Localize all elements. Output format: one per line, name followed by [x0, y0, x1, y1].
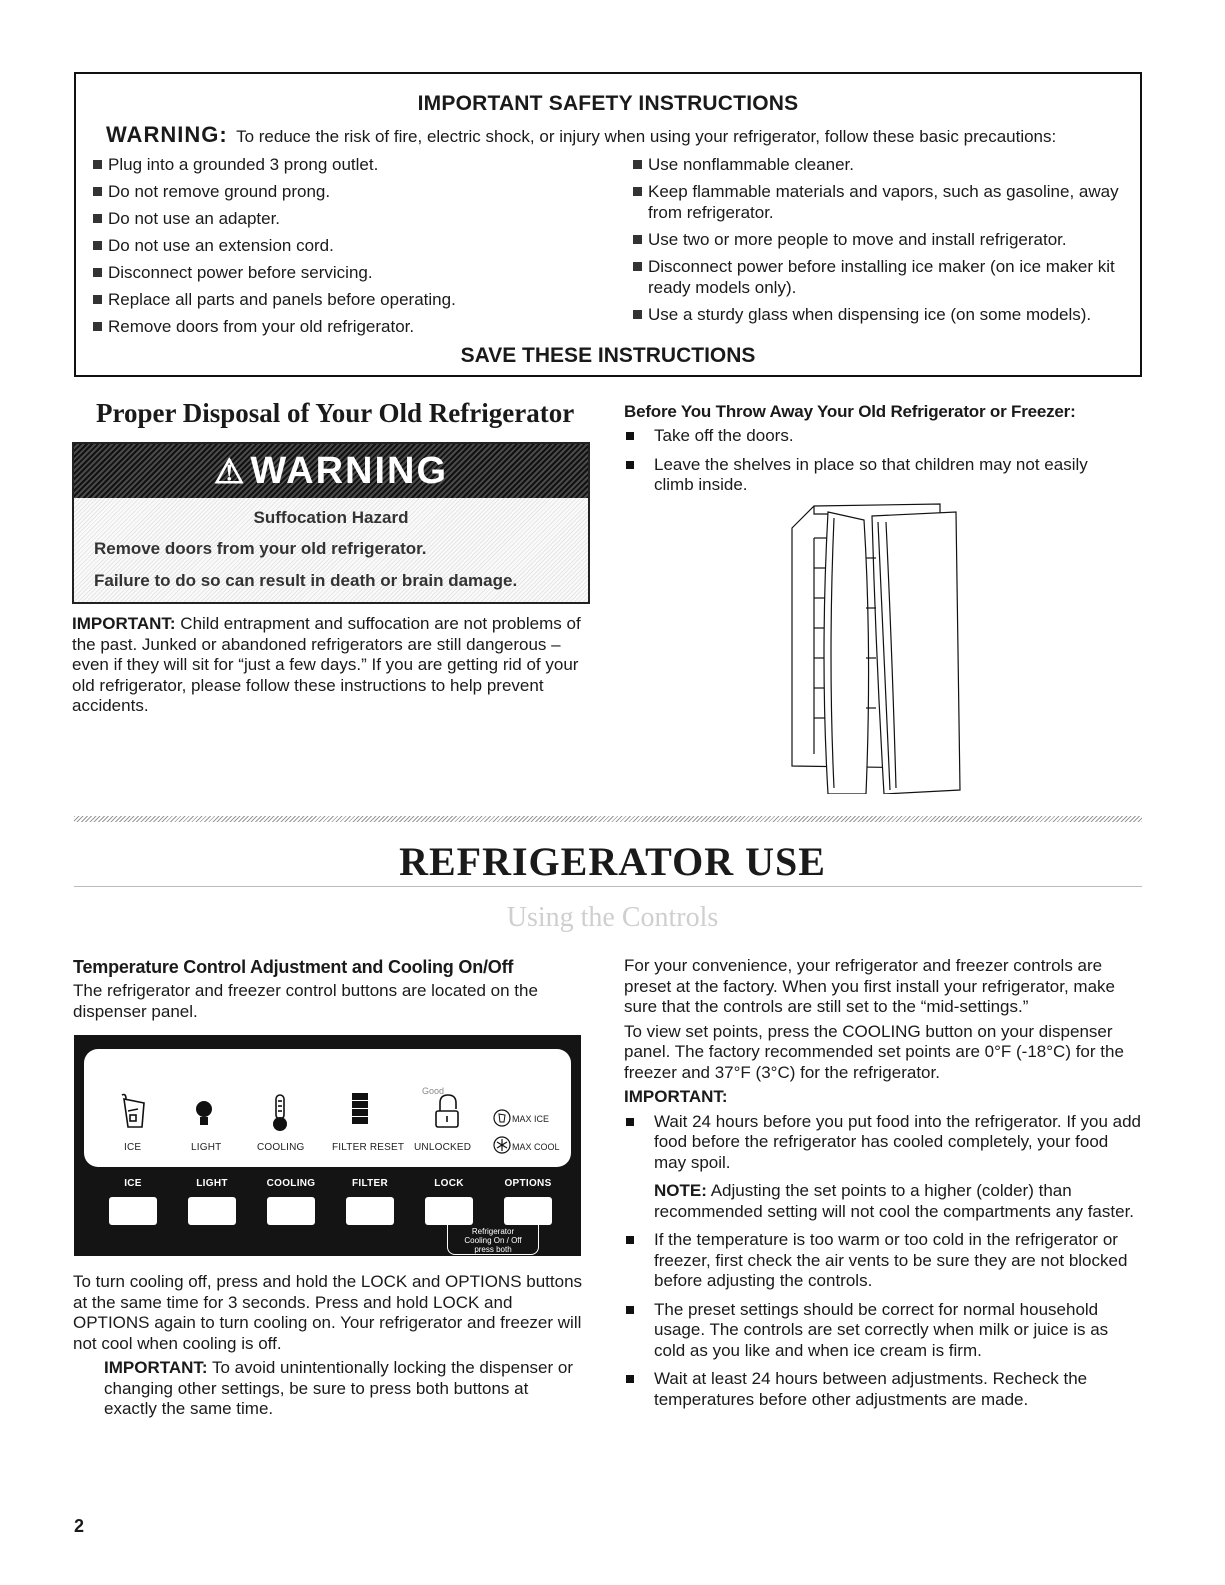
bullet-icon	[633, 262, 642, 271]
controls-heading: Temperature Control Adjustment and Cooling On/Off	[73, 957, 514, 977]
dispenser-panel-illustration	[74, 1035, 581, 1256]
list-item: Remove doors from your old refrigerator.	[84, 316, 604, 337]
list-item: Use nonflammable cleaner.	[624, 154, 1134, 175]
list-item: Replace all parts and panels before operating.	[84, 289, 604, 310]
ice-button-label: ICE	[124, 1178, 142, 1189]
lock-button-label: LOCK	[434, 1178, 464, 1189]
note: NOTE: Adjusting the set points to a higher (colder) than recommended setting will not cool the compartments any faster.	[654, 1181, 1135, 1221]
section-rule	[74, 886, 1142, 887]
list-item: Take off the doors.	[624, 426, 1124, 447]
turn-off-instructions: To turn cooling off, press and hold the LOCK and OPTIONS buttons at the same time for 3 seconds. Press and hold LOCK and OPTIONS again to turn cooling on. Your refrigerator and freezer will not cool when cooling is off.	[73, 1272, 583, 1353]
turn-off-important: IMPORTANT: To avoid unintentionally locking the dispenser or changing other settings, be sure to press both buttons at exactly the same time.	[104, 1358, 573, 1418]
controls-right-column	[624, 956, 1144, 1418]
warning-box	[72, 442, 590, 604]
list-item: Use a sturdy glass when dispensing ice (on some models).	[624, 304, 1134, 325]
important-list	[624, 1112, 1144, 1174]
important-text: Child entrapment and suffocation are not problems of the past. Junked or abandoned refrigerators are still dangerous – even if they will sit for “just a few days.” If you are getting rid of your old refrigerator, please follow these instructions to help prevent accidents.	[72, 614, 581, 715]
list-item: Wait 24 hours before you put food into the refrigerator. If you add food before the refrigerator has cooled completely, your food may spoil.	[624, 1112, 1144, 1174]
ice-label: ICE	[124, 1142, 142, 1153]
ice-button	[109, 1197, 157, 1225]
safety-warning	[106, 122, 1056, 148]
max-cool-label: MAX COOL	[512, 1142, 560, 1152]
before-list	[624, 426, 1124, 504]
ice-glass-icon	[116, 1093, 156, 1133]
filter-button-label: FILTER	[351, 1178, 389, 1189]
options-button	[504, 1197, 552, 1225]
list-item: Leave the shelves in place so that children may not easily climb inside.	[624, 455, 1124, 496]
bullet-icon	[93, 160, 102, 169]
bullet-icon	[633, 310, 642, 319]
warning-bar	[74, 444, 588, 498]
bullet-icon	[626, 1236, 634, 1244]
bullet-icon	[93, 214, 102, 223]
bullet-icon	[93, 241, 102, 250]
light-button	[188, 1197, 236, 1225]
cooling-button-label: COOLING	[266, 1178, 316, 1189]
thermometer-icon	[260, 1093, 300, 1133]
list-item: Use two or more people to move and install refrigerator.	[624, 229, 1134, 250]
list-item: Disconnect power before installing ice maker (on ice maker kit ready models only).	[624, 256, 1134, 298]
cooling-label: COOLING	[257, 1142, 305, 1153]
list-item: The preset settings should be correct for normal household usage. The controls are set correctly when milk or juice is as cold as you like and when ice cream is firm.	[624, 1300, 1144, 1362]
bullet-icon	[633, 187, 642, 196]
hazard-type: Suffocation Hazard	[253, 508, 409, 527]
section-title: REFRIGERATOR USE	[399, 839, 826, 884]
bullet-icon	[626, 461, 634, 469]
disposal-heading: Proper Disposal of Your Old Refrigerator	[96, 398, 575, 428]
important-list-cont	[624, 1230, 1144, 1410]
bullet-icon	[93, 295, 102, 304]
section-subtitle: Using the Controls	[506, 902, 719, 933]
lock-button	[425, 1197, 473, 1225]
list-item: Do not use an extension cord.	[84, 235, 604, 256]
filter-reset-label: FILTER RESET	[332, 1142, 405, 1153]
filter-good-label: Good	[422, 1086, 445, 1096]
bullet-icon	[633, 160, 642, 169]
max-ice-label: MAX ICE	[512, 1114, 550, 1124]
bullet-icon	[93, 268, 102, 277]
hazard-consequence: Failure to do so can result in death or brain damage.	[94, 571, 518, 590]
filter-status-icon	[344, 1093, 384, 1133]
light-label: LIGHT	[191, 1142, 222, 1153]
list-item: Do not use an adapter.	[84, 208, 604, 229]
hazard-instruction: Remove doors from your old refrigerator.	[94, 539, 427, 558]
refrigerator-doors-removed-illustration	[780, 498, 980, 794]
bullet-icon	[626, 1375, 634, 1383]
bullet-icon	[633, 235, 642, 244]
paragraph: To view set points, press the COOLING button on your dispenser panel. The factory recommended set points are 0°F (-18°C) for the freezer and 37°F (3°C) for the refrigerator.	[624, 1021, 1124, 1082]
panel-display	[84, 1049, 571, 1167]
list-item: If the temperature is too warm or too cold in the refrigerator or freezer, first check the air vents to be sure they are not blocked before adjusting the controls.	[624, 1230, 1144, 1292]
bullet-icon	[626, 1306, 634, 1314]
warning-title: ⚠ WARNING	[213, 450, 449, 492]
bullet-icon	[93, 187, 102, 196]
bullet-icon	[626, 432, 634, 440]
page-number: 2	[74, 1516, 85, 1536]
safety-instructions-box	[74, 72, 1142, 377]
options-button-label: OPTIONS	[504, 1178, 552, 1189]
save-instructions: SAVE THESE INSTRUCTIONS	[460, 344, 756, 367]
filter-button	[346, 1197, 394, 1225]
important-label: IMPORTANT:	[72, 614, 176, 633]
unlocked-padlock-icon	[428, 1093, 468, 1133]
cooling-button	[267, 1197, 315, 1225]
warning-label: WARNING:	[106, 122, 228, 147]
list-item: Disconnect power before servicing.	[84, 262, 604, 283]
controls-intro: The refrigerator and freezer control buttons are located on the dispenser panel.	[73, 981, 538, 1021]
light-button-label: LIGHT	[196, 1178, 228, 1189]
cooling-on-off-indicator: Refrigerator Cooling On / Off press both	[447, 1225, 539, 1255]
list-item: Do not remove ground prong.	[84, 181, 604, 202]
max-ice-icon	[492, 1108, 512, 1128]
light-bulb-icon	[186, 1093, 226, 1133]
safety-title: IMPORTANT SAFETY INSTRUCTIONS	[417, 92, 799, 115]
disposal-important	[72, 614, 592, 717]
max-cool-snowflake-icon	[492, 1135, 512, 1155]
list-item: Plug into a grounded 3 prong outlet.	[84, 154, 604, 175]
safety-list-right	[624, 154, 1134, 331]
section-separator	[74, 816, 1142, 822]
paragraph: For your convenience, your refrigerator and freezer controls are preset at the factory. When you first install your refrigerator, make sure that the controls are still set to the “mid-settings.”	[624, 956, 1115, 1016]
warning-text: To reduce the risk of fire, electric shock, or injury when using your refrigerator, follow these basic precautions:	[236, 127, 1057, 146]
important-label: IMPORTANT:	[624, 1087, 728, 1106]
bullet-icon	[626, 1118, 634, 1126]
unlocked-label: UNLOCKED	[414, 1142, 472, 1153]
safety-list-left	[84, 154, 604, 343]
bullet-icon	[93, 322, 102, 331]
before-heading: Before You Throw Away Your Old Refrigerator or Freezer:	[624, 402, 1076, 421]
list-item: Wait at least 24 hours between adjustments. Recheck the temperatures before other adjustments are made.	[624, 1369, 1144, 1410]
list-item: Keep flammable materials and vapors, such as gasoline, away from refrigerator.	[624, 181, 1134, 223]
warning-triangle-icon: ⚠	[213, 453, 247, 491]
